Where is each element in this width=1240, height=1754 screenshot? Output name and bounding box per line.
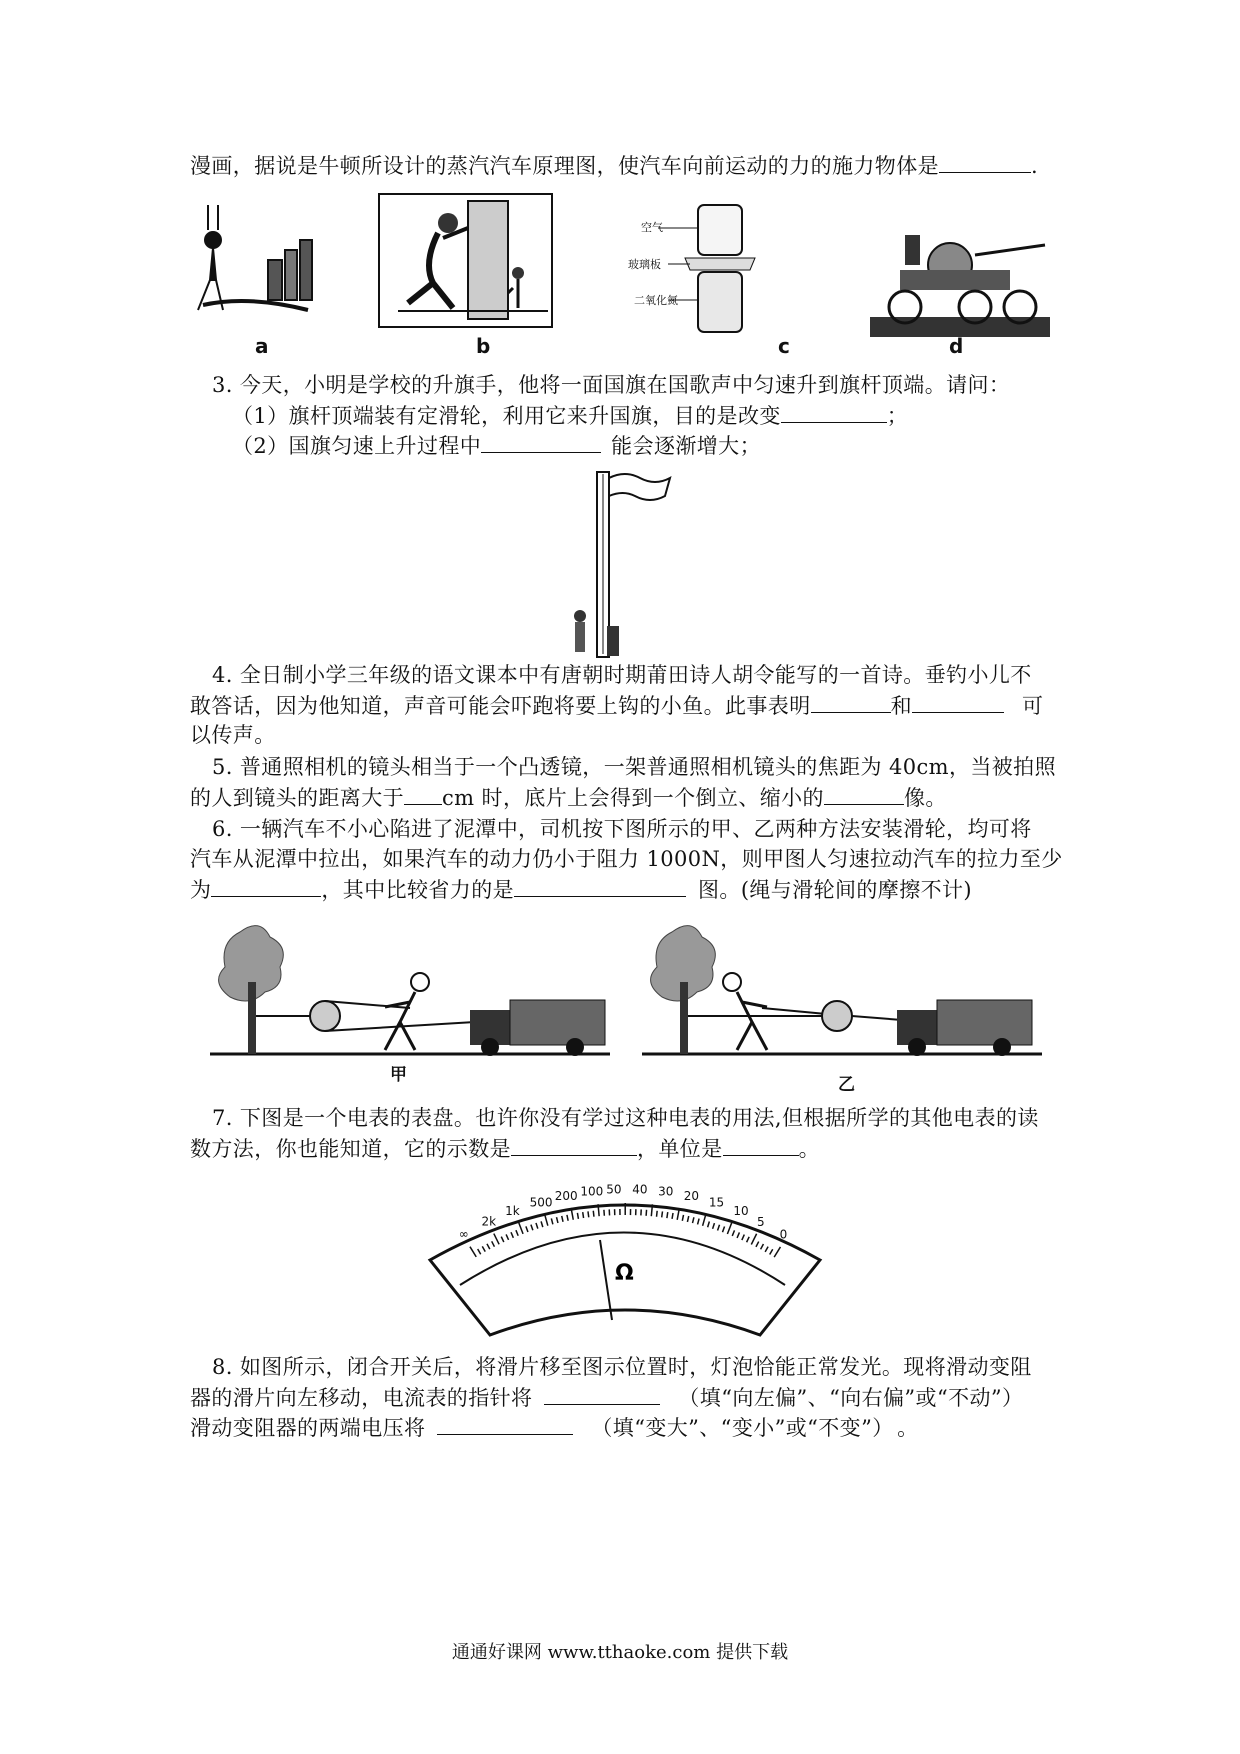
q2-end: . — [1031, 154, 1039, 178]
q5-blank2[interactable] — [824, 782, 904, 805]
q4-line3: 以传声。 — [190, 723, 276, 747]
figure-a — [188, 200, 348, 340]
q7-line1: 7. 下图是一个电表的表盘。也许你没有学过这种电表的用法,但根据所学的其他电表的读 — [212, 1106, 1039, 1130]
dial-scale-label: 30 — [658, 1184, 674, 1199]
q3-part2-end: 能会逐渐增大； — [611, 434, 761, 458]
q5-blank1[interactable] — [404, 782, 442, 805]
dial-scale-label: 500 — [529, 1195, 553, 1210]
dial-scale-label: 2k — [481, 1214, 497, 1229]
q3-blank1[interactable] — [781, 400, 887, 423]
q3-part1-text: （1）旗杆顶端装有定滑轮，利用它来升国旗，目的是改变 — [232, 404, 781, 428]
q4-line2-text: 敢答话，因为他知道，声音可能会吓跑将要上钩的小鱼。此事表明 — [190, 694, 811, 718]
q3-stem: 3. 今天，小明是学校的升旗手，他将一面国旗在国歌声中匀速升到旗杆顶端。请问： — [212, 373, 1011, 397]
q7-line2-end: 。 — [798, 1137, 821, 1161]
figure-yi-label: 乙 — [838, 1075, 855, 1095]
dial-tick — [657, 1211, 658, 1217]
q2-text: 漫画，据说是牛顿所设计的蒸汽汽车原理图，使汽车向前运动的力的施力物体是 — [190, 154, 939, 178]
figure-c-label-no2: 二氧化氮 — [634, 294, 678, 307]
q6-blank1[interactable] — [211, 874, 321, 897]
dial-scale-label: 200 — [554, 1188, 578, 1203]
q3-part1 — [232, 400, 908, 431]
q5-line2-end: 像。 — [903, 786, 947, 810]
unit-symbol: Ω — [615, 1261, 634, 1286]
q4-line1: 4. 全日制小学三年级的语文课本中有唐朝时期莆田诗人胡令能写的一首诗。垂钓小儿不 — [212, 663, 1032, 687]
figure-c-label: c — [778, 334, 790, 358]
figure-c-label-glass: 玻璃板 — [628, 258, 661, 271]
q3-part1-end: ； — [886, 404, 909, 428]
dial-tick — [667, 1212, 668, 1218]
q8-line3-mid: （填“变大”、“变小”或“不变”） — [591, 1416, 884, 1440]
q5-line2-text: 的人到镜头的距离大于 — [190, 786, 404, 810]
q3-blank2[interactable] — [481, 430, 601, 453]
dial-tick — [577, 1213, 578, 1219]
q5-line2-mid: cm 时，底片上会得到一个倒立、缩小的 — [442, 786, 824, 810]
q6-line2: 汽车从泥潭中拉出，如果汽车的动力仍小于阻力 1000N，则甲图人匀速拉动汽车的拉力至少 — [190, 847, 1063, 871]
q3-part2 — [232, 430, 761, 461]
q6-line3-mid: ，其中比较省力的是 — [321, 878, 515, 902]
q7-line2-mid: ，单位是 — [637, 1137, 723, 1161]
page-footer: 通通好课网 www.tthaoke.com 提供下载 — [451, 1642, 789, 1663]
dial-scale-label: 100 — [580, 1184, 604, 1199]
q6-line1: 6. 一辆汽车不小心陷进了泥潭中，司机按下图所示的甲、乙两种方法安装滑轮，均可将 — [212, 817, 1032, 841]
q4-line2 — [190, 690, 1043, 721]
q7-blank2[interactable] — [723, 1133, 799, 1156]
q8-blank1[interactable] — [544, 1382, 660, 1405]
dial-tick — [593, 1211, 594, 1217]
q6-line3-text: 为 — [190, 878, 212, 902]
pulley-figure-jia — [210, 912, 610, 1062]
figure-d-label: d — [949, 334, 964, 358]
q8-line2-end: （填“向左偏”、“向右偏”或“不动”） — [678, 1386, 1024, 1410]
q4-line2-end: 可 — [1022, 694, 1044, 718]
dial-scale-label: 5 — [756, 1214, 765, 1229]
q8-line1: 8. 如图所示，闭合开关后，将滑片移至图示位置时，灯泡恰能正常发光。现将滑动变阻 — [212, 1355, 1032, 1379]
dial-scale-label: 0 — [779, 1227, 788, 1242]
q3-part2-text: （2）国旗匀速上升过程中 — [232, 434, 482, 458]
q4-blank1[interactable] — [811, 690, 891, 713]
q5-line1: 5. 普通照相机的镜头相当于一个凸透镜，一架普通照相机镜头的焦距为 40cm，当被拍照 — [212, 755, 1056, 779]
figure-b — [378, 193, 553, 328]
dial-scale-label: 15 — [708, 1195, 725, 1210]
dial-tick — [672, 1213, 673, 1219]
figure-a-label: a — [255, 334, 269, 358]
dial-tick — [588, 1211, 589, 1217]
q4-blank2[interactable] — [912, 690, 1004, 713]
figure-c-label-air: 空气 — [641, 221, 663, 234]
q6-blank2[interactable] — [514, 874, 686, 897]
q6-line3 — [190, 874, 972, 905]
q8-line2 — [190, 1382, 1023, 1413]
q8-line3-text: 滑动变阻器的两端电压将 — [190, 1416, 426, 1440]
figure-d — [865, 225, 1055, 340]
q7-line2-text: 数方法，你也能知道，它的示数是 — [190, 1137, 511, 1161]
dial-tick — [583, 1212, 584, 1218]
dial-scale-label: 1k — [505, 1203, 520, 1218]
q7-blank1[interactable] — [511, 1133, 637, 1156]
q5-line2 — [190, 782, 947, 813]
dial-scale-label: 50 — [606, 1182, 622, 1197]
dial-scale-label: ∞ — [458, 1227, 469, 1242]
dial-tick — [662, 1211, 663, 1217]
figure-jia-label: 甲 — [390, 1065, 407, 1085]
q8-line3 — [190, 1412, 919, 1443]
dial-scale-label: 10 — [733, 1204, 749, 1219]
ohmmeter-dial — [420, 1170, 830, 1340]
q2-line — [190, 150, 1038, 181]
q8-blank2[interactable] — [437, 1412, 573, 1435]
flagpole-figure — [565, 466, 685, 661]
q4-line2-and: 和 — [890, 694, 913, 718]
dial-scale-label: 20 — [683, 1188, 699, 1203]
q8-line3-end: 。 — [897, 1416, 919, 1440]
q8-line2-text: 器的滑片向左移动，电流表的指针将 — [190, 1386, 533, 1410]
dial-scale-label: 40 — [632, 1182, 648, 1197]
q7-line2 — [190, 1133, 820, 1164]
q2-blank[interactable] — [939, 150, 1031, 173]
pulley-figure-yi — [642, 912, 1042, 1062]
figure-b-label: b — [476, 334, 491, 358]
q6-line3-end: 图。(绳与滑轮间的摩擦不计) — [698, 878, 973, 902]
